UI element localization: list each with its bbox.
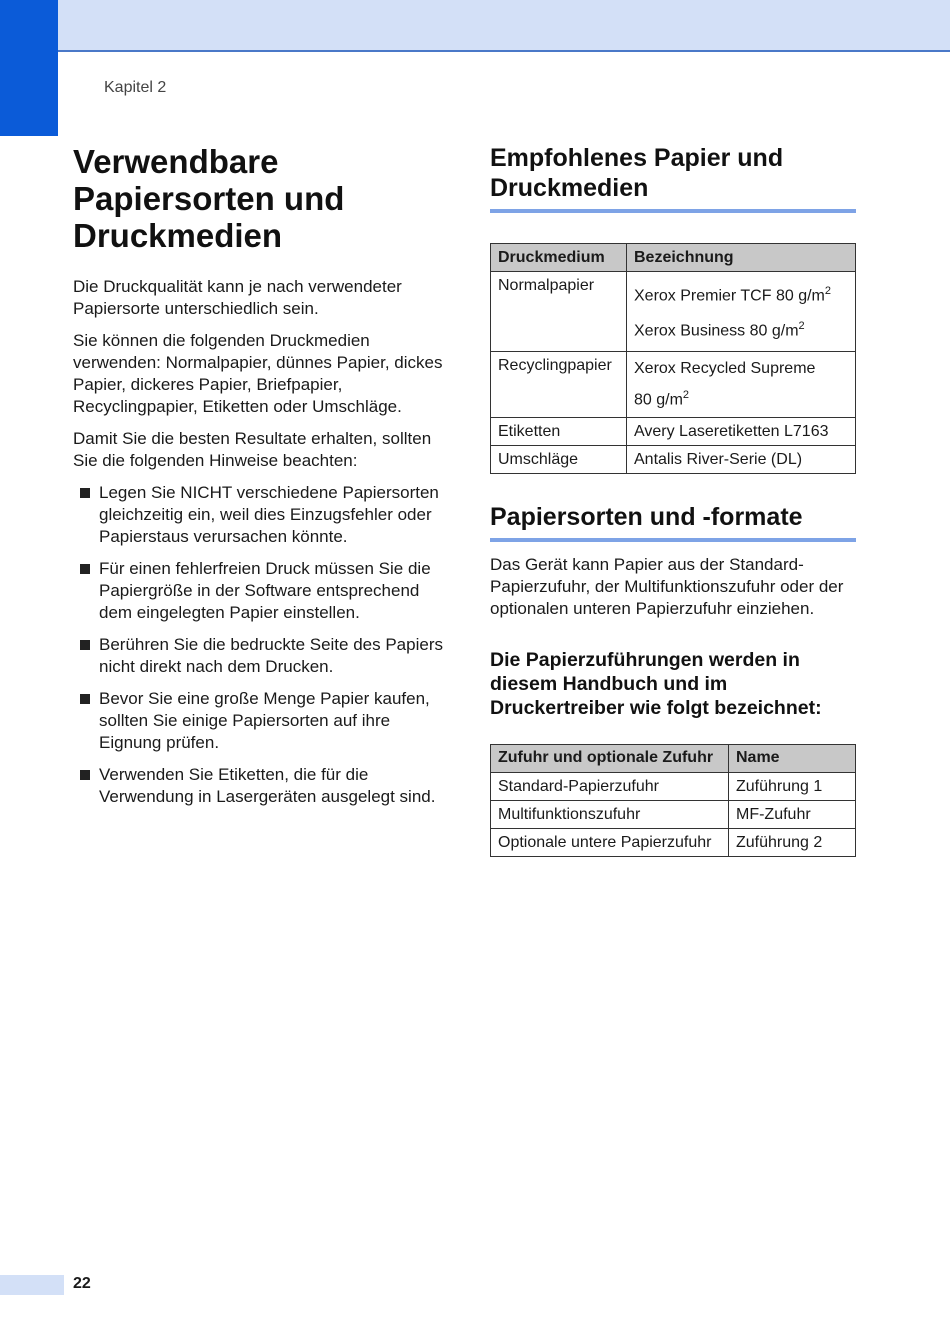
chapter-tab	[0, 0, 58, 136]
media-paragraph: Sie können die folgenden Druckmedien verwenden: Normalpapier, dünnes Papier, dickes Papier, dickeres Papier, Briefpapier, Recyclingpapier, Etiketten oder Umschläge.	[73, 331, 443, 416]
column-header: Bezeichnung	[627, 244, 856, 272]
table-cell: Etiketten	[491, 417, 627, 445]
page-title: Verwendbare Papiersorten und Druckmedien	[73, 143, 345, 254]
table-cell: Avery Laseretiketten L7163	[627, 417, 856, 445]
table-row	[491, 351, 856, 417]
table-cell: Umschläge	[491, 445, 627, 473]
list-item: Für einen fehlerfreien Druck müssen Sie die Papiergröße in der Software entsprechend dem eingelegten Papier einstellen.	[73, 558, 445, 624]
table-cell: MF-Zufuhr	[729, 800, 856, 828]
list-item: Verwenden Sie Etiketten, die für die Verwendung in Lasergeräten ausgelegt sind.	[73, 764, 445, 808]
table-cell: Optionale untere Papierzufuhr	[491, 828, 729, 856]
table-cell: Xerox Premier TCF 80 $g/m^2$ Xerox Business 80 $g/m^2$	[627, 272, 856, 352]
subheading-trays: Die Papierzuführungen werden in diesem Handbuch und im Druckertreiber wie folgt bezeichnet:	[490, 648, 822, 719]
section-heading-paper-types: Papiersorten und -formate	[490, 502, 856, 542]
table-header-row	[491, 744, 856, 772]
column-header: Druckmedium	[491, 244, 627, 272]
section-heading-recommended: Empfohlenes Papier und Druckmedien	[490, 143, 856, 213]
list-item: Berühren Sie die bedruckte Seite des Papiers nicht direkt nach dem Drucken.	[73, 634, 445, 678]
table-cell: Xerox Recycled Supreme 80 $g/m^2$	[627, 351, 856, 417]
table-cell: Antalis River-Serie (DL)	[627, 445, 856, 473]
intro-paragraph: Die Druckqualität kann je nach verwendeter Papiersorte unterschiedlich sein.	[73, 277, 402, 318]
table-row	[491, 272, 856, 352]
table-row	[491, 828, 856, 856]
tray-table	[490, 744, 856, 857]
right-column	[490, 143, 856, 857]
square-bullet-icon	[80, 770, 90, 780]
square-bullet-icon	[80, 488, 90, 498]
table-row	[491, 445, 856, 473]
table-cell: Zuführung 1	[729, 772, 856, 800]
list-item: Legen Sie NICHT verschiedene Papiersorten gleichzeitig ein, weil dies Einzugsfehler oder Papierstaus verursachen könnte.	[73, 482, 445, 548]
square-bullet-icon	[80, 694, 90, 704]
table-cell: Standard-Papierzufuhr	[491, 772, 729, 800]
hints-list	[73, 482, 445, 808]
footer-strip	[0, 1275, 64, 1295]
chapter-label: Kapitel 2	[104, 79, 167, 96]
table-cell: Zuführung 2	[729, 828, 856, 856]
section-paragraph: Das Gerät kann Papier aus der Standard-Papierzufuhr, der Multifunktionszufuhr oder der optionalen unteren Papierzufuhr einziehen.	[490, 554, 844, 618]
header-band	[0, 0, 950, 52]
list-item: Bevor Sie eine große Menge Papier kaufen, sollten Sie einige Papiersorten auf ihre Eignung prüfen.	[73, 688, 445, 754]
left-column	[73, 143, 445, 818]
square-bullet-icon	[80, 564, 90, 574]
table-cell: Recyclingpapier	[491, 351, 627, 417]
hints-paragraph: Damit Sie die besten Resultate erhalten, sollten Sie die folgenden Hinweise beachten:	[73, 429, 432, 470]
table-cell: Normalpapier	[491, 272, 627, 352]
table-row	[491, 800, 856, 828]
column-header: Zufuhr und optionale Zufuhr	[491, 744, 729, 772]
table-header-row	[491, 244, 856, 272]
table-row	[491, 417, 856, 445]
media-table	[490, 243, 856, 474]
square-bullet-icon	[80, 640, 90, 650]
column-header: Name	[729, 744, 856, 772]
page-number: 22	[73, 1275, 91, 1292]
table-row	[491, 772, 856, 800]
table-cell: Multifunktionszufuhr	[491, 800, 729, 828]
